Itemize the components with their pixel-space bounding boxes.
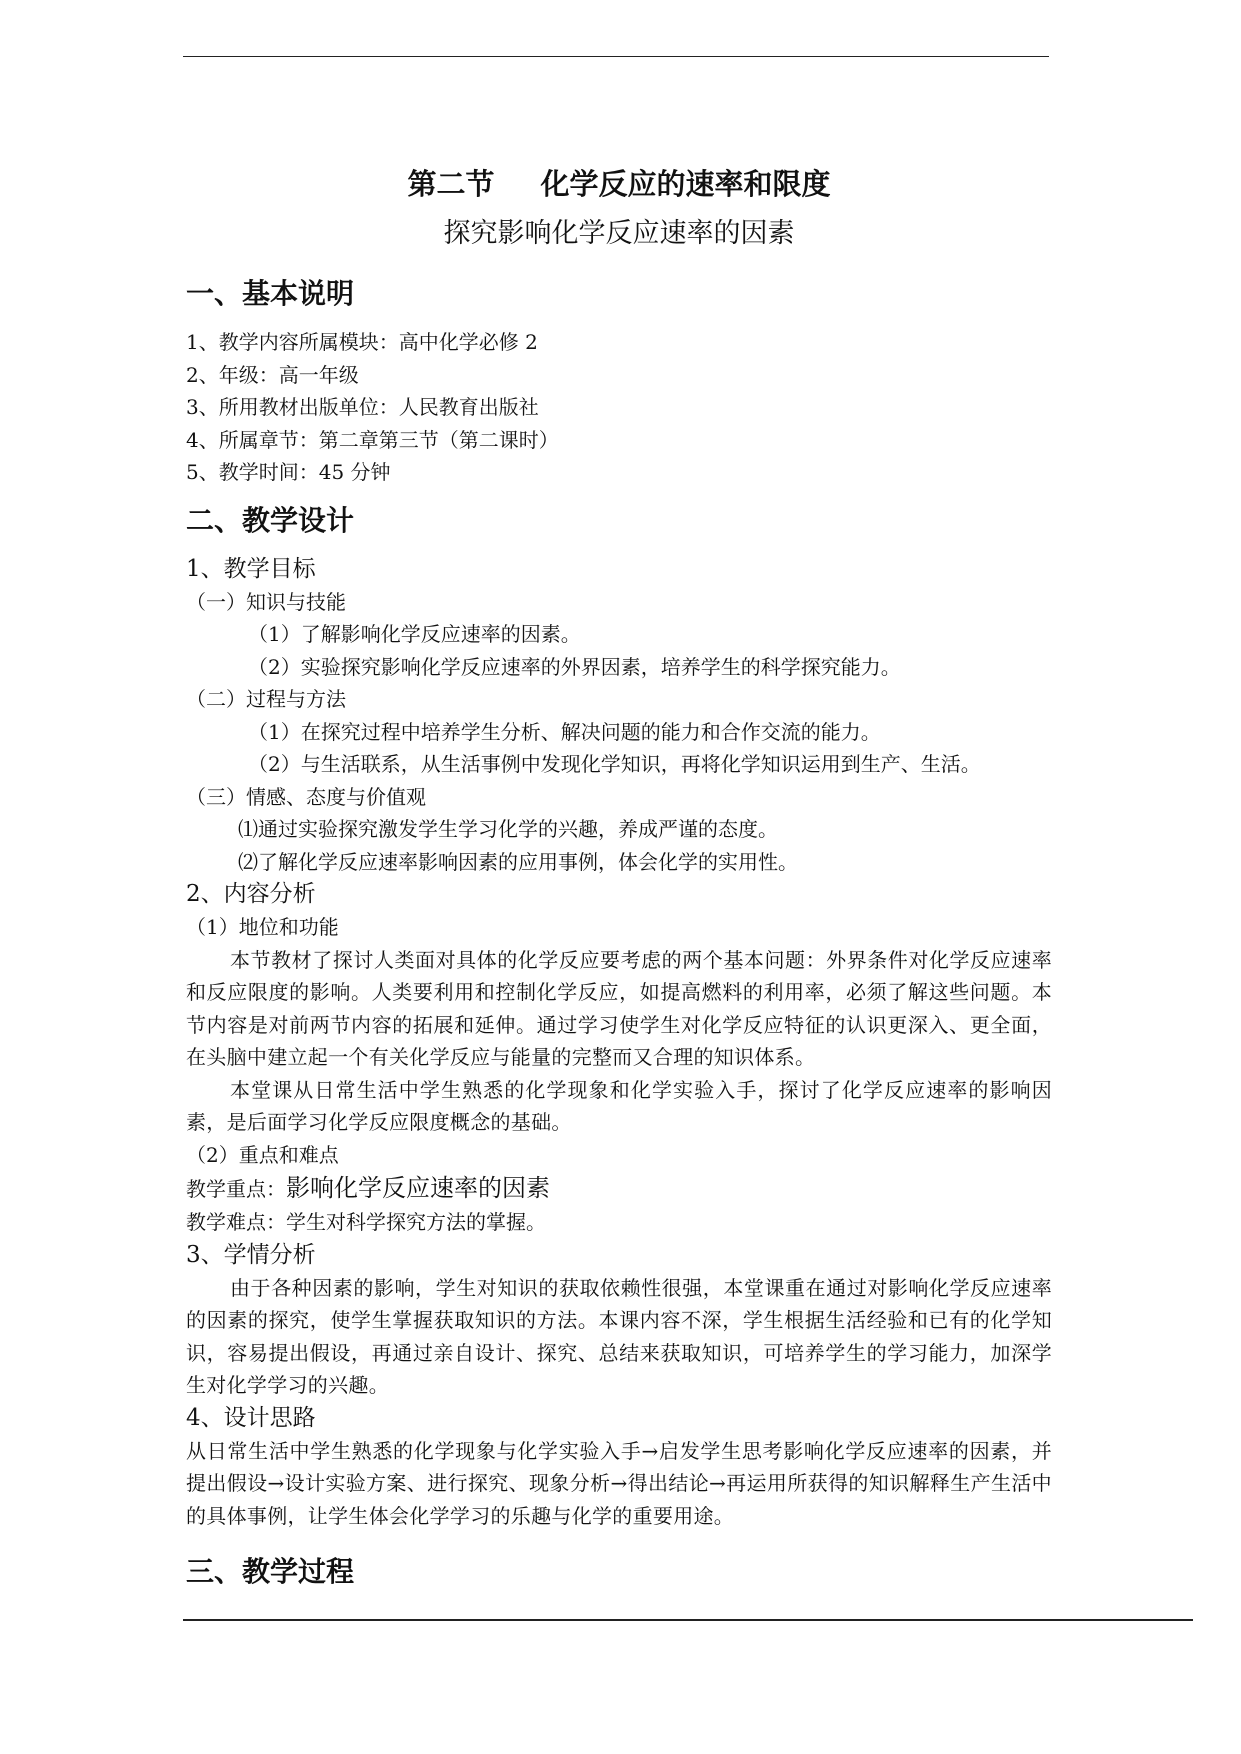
basic-item-module: 1、教学内容所属模块：高中化学必修 2 [186, 330, 538, 354]
content-heading: 2、内容分析 [186, 881, 316, 907]
goals-process-heading: （二）过程与方法 [186, 687, 346, 711]
goals-emotion-item-2: ⑵了解化学反应速率影响因素的应用事例，体会化学的实用性。 [238, 849, 798, 874]
goals-heading: 1、教学目标 [186, 555, 316, 582]
difficulty-point: 教学难点：学生对科学探究方法的掌握。 [186, 1210, 546, 1234]
content-role-paragraph-2: 本堂课从日常生活中学生熟悉的化学现象和化学实验入手，探讨了化学反应速率的影响因素，是后面学习化学反应限度概念的基础。 [186, 1077, 1052, 1134]
title-section-number: 第二节 [407, 167, 495, 201]
goals-knowledge-heading: （一）知识与技能 [186, 589, 346, 614]
basic-item-grade: 2、年级：高一年级 [186, 362, 359, 387]
goals-emotion-item-1: ⑴通过实验探究激发学生学习化学的兴趣，养成严谨的态度。 [238, 817, 778, 841]
students-heading: 3、学情分析 [186, 1241, 316, 1268]
content-role-paragraph-1: 本节教材了探讨人类面对具体的化学反应要考虑的两个基本问题：外界条件对化学反应速率和反应限度的影响。人类要利用和控制化学反应，如提高燃料的利用率，必须了解这些问题。本节内容是对前两节内容的拓展和延伸。通过学习使学生对化学反应特征的认识更深入、更全面，在头脑中建立起一个有关化学反应与能量的完整而又合理的知识体系。 [186, 947, 1052, 1069]
goals-emotion-heading: （三）情感、态度与价值观 [186, 784, 426, 809]
key-point [186, 1171, 1052, 1206]
section-design-heading: 二、教学设计 [186, 503, 355, 537]
section-basic-heading: 一、基本说明 [186, 277, 355, 310]
header-rule [183, 56, 1049, 57]
key-point-value: 影响化学反应速率的因素 [286, 1174, 550, 1202]
goals-knowledge-item-1: （1）了解影响化学反应速率的因素。 [248, 622, 581, 646]
students-paragraph: 由于各种因素的影响，学生对知识的获取依赖性很强，本堂课重在通过对影响化学反应速率的因素的探究，使学生掌握获取知识的方法。本课内容不深，学生根据生活经验和已有的化学知识，容易提出假设，再通过亲自设计、探究、总结来获取知识，可培养学生的学习能力，加深学生对化学学习的兴趣。 [186, 1275, 1052, 1397]
content-key-heading: （2）重点和难点 [186, 1142, 339, 1167]
key-point-label: 教学重点： [186, 1177, 286, 1201]
footer-rule [183, 1619, 1193, 1621]
goals-process-item-1: （1）在探究过程中培养学生分析、解决问题的能力和合作交流的能力。 [248, 719, 881, 744]
goals-knowledge-item-2: （2）实验探究影响化学反应速率的外界因素，培养学生的科学探究能力。 [248, 654, 901, 679]
document-body [186, 158, 1052, 1604]
basic-item-chapter: 4、所属章节：第二章第三节（第二课时） [186, 427, 559, 452]
section-process-heading: 三、教学过程 [186, 1555, 355, 1588]
basic-item-publisher: 3、所用教材出版单位：人民教育出版社 [186, 395, 539, 419]
content-role-heading: （1）地位和功能 [186, 915, 339, 939]
page-subtitle: 探究影响化学反应速率的因素 [443, 218, 795, 249]
goals-process-item-2: （2）与生活联系，从生活事例中发现化学知识，再将化学知识运用到生产、生活。 [248, 752, 981, 776]
page-title [186, 158, 1052, 210]
basic-item-duration: 5、教学时间：45 分钟 [186, 460, 391, 484]
design-heading: 4、设计思路 [186, 1404, 316, 1431]
title-topic: 化学反应的速率和限度 [540, 167, 831, 201]
design-paragraph: 从日常生活中学生熟悉的化学现象与化学实验入手→启发学生思考影响化学反应速率的因素，并提出假设→设计实验方案、进行探究、现象分析→得出结论→再运用所获得的知识解释生产生活中的具体事例，让学生体会化学学习的乐趣与化学的重要用途。 [186, 1438, 1052, 1528]
